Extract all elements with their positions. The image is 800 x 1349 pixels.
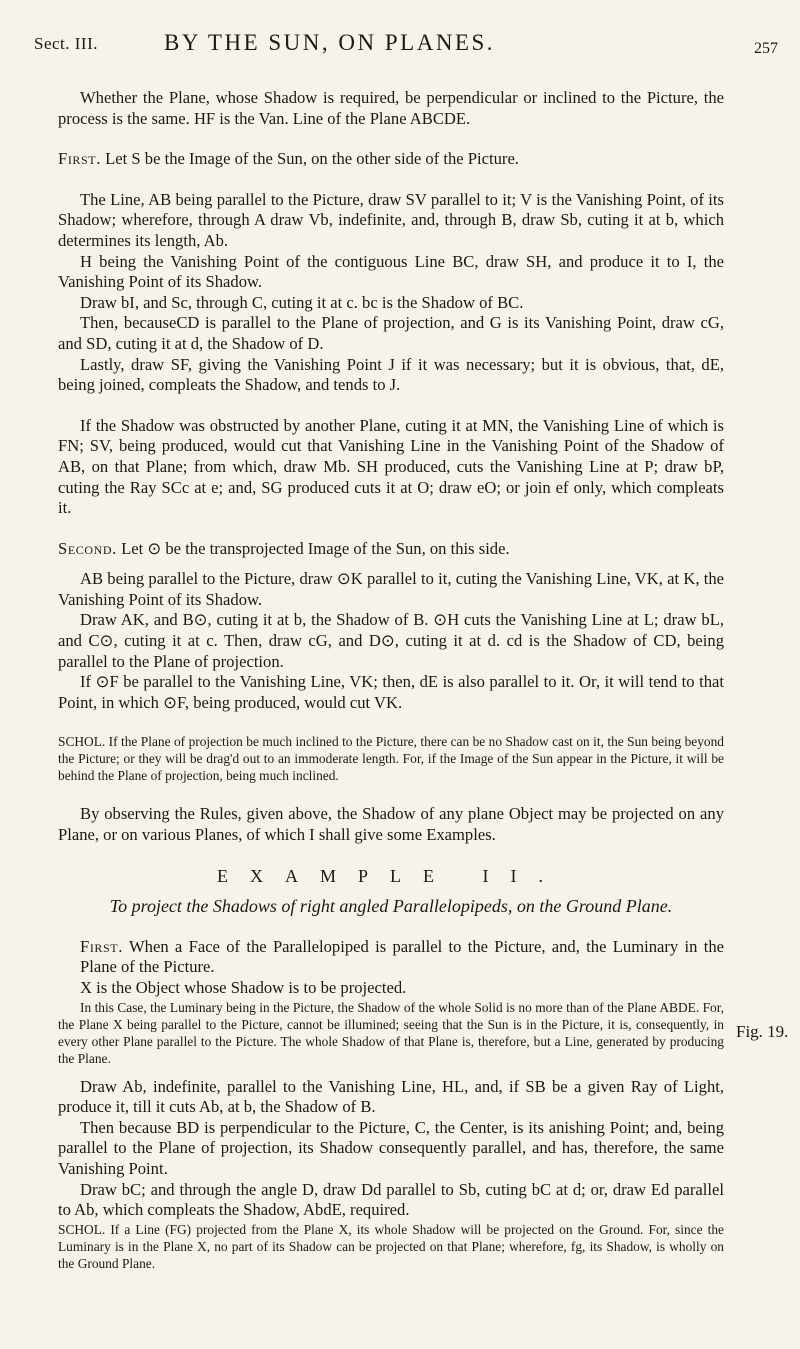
first-case-label: First. xyxy=(80,936,123,956)
paragraph-10: By observing the Rules, given above, the Shadow of any plane Object may be projected on any Plane, or on various Planes, of which I shall give some Examples. xyxy=(58,804,724,845)
paragraph-12: Draw Ab, indefinite, parallel to the Vanishing Line, HL, and, if SB be a given Ray of Light, produce it, till it cuts Ab, at b, the Shadow of B. xyxy=(58,1076,724,1117)
page-body xyxy=(58,88,724,1272)
paragraph-11: X is the Object whose Shadow is to be projected. xyxy=(80,978,407,997)
paragraph-8: Draw AK, and B⊙, cuting it at b, the Shadow of B. ⊙H cuts the Vanishing Line at L; draw bL, and C⊙, cuting it at c. Then, draw cG, and D⊙, cuting it at d. cd is the Shadow of CD, being parallel to the Plane of projection. xyxy=(58,610,724,671)
intro-paragraph: Whether the Plane, whose Shadow is required, be perpendicular or inclined to the Picture, the process is the same. HF is the Van. Line of the Plane ABCDE. xyxy=(58,88,724,128)
first-text: Let S be the Image of the Sun, on the other side of the Picture. xyxy=(105,149,519,169)
section-marker: Sect. III. xyxy=(34,34,99,53)
paragraph-7: AB being parallel to the Picture, draw ⊙K parallel to it, cuting the Vanishing Line, VK, at K, the Vanishing Point of its Shadow. xyxy=(58,569,724,609)
first-case-paragraph xyxy=(58,937,724,978)
paragraph-14: Draw bC; and through the angle D, draw Dd parallel to Sb, cuting bC at d; or, draw Ed parallel to Ab, which compleats the Shadow, AbdE, required. xyxy=(58,1179,724,1220)
paragraph-2: H being the Vanishing Point of the contiguous Line BC, draw SH, and produce it to I, the Vanishing Point of its Shadow. xyxy=(58,251,724,292)
first-label: First. xyxy=(58,149,101,169)
example-subtitle: To project the Shadows of right angled Parallelopipeds, on the Ground Plane. xyxy=(109,896,673,917)
paragraph-5: Lastly, draw SF, giving the Vanishing Point J if it was necessary; but it is obvious, that, dE, being joined, compleats the Shadow, and tends to J. xyxy=(58,354,724,395)
scholium-2: SCHOL. If a Line (FG) projected from the Plane X, its whole Shadow will be projected on the Ground. For, since the Luminary is in the Plane X, no part of its Shadow can be projected on that Plane; wherefore, fg, its Shadow, is wholly on the Ground Plane. xyxy=(58,1221,724,1271)
paragraph-3: Draw bI, and Sc, through C, cuting it at c. bc is the Shadow of BC. xyxy=(80,292,524,312)
paragraph-9: If ⊙F be parallel to the Vanishing Line, VK; then, dE is also parallel to it. Or, it will tend to that Point, in which ⊙F, being produced, would cut VK. xyxy=(58,672,724,712)
figure-label: Fig. 19. xyxy=(736,1022,789,1041)
paragraph-1: The Line, AB being parallel to the Picture, draw SV parallel to it; V is the Vanishing Point, of its Shadow; wherefore, through A draw Vb, indefinite, and, through B, draw Sb, cuting it at b, which determines its length, Ab. xyxy=(58,189,724,250)
paragraph-4: Then, becauseCD is parallel to the Plane of projection, and G is its Vanishing Point, draw cG, and SD, cuting it at d, the Shadow of D. xyxy=(58,313,724,353)
example-title: EXAMPLE II. xyxy=(217,865,565,886)
first-case-text: When a Face of the Parallelopiped is parallel to the Picture, and, the Luminary in the Plane of the Picture. xyxy=(80,936,724,977)
second-text: Let ⊙ be the transprojected Image of the Sun, on this side. xyxy=(121,538,510,558)
scholium-1: SCHOL. If the Plane of projection be much inclined to the Picture, there can be no Shadow cast on it, the Sun being beyond the Picture; or they will be drag'd out to an immoderate length. For, if the Image of the Sun appear in the Picture, it will be behind the Plane of projection, being much inclined. xyxy=(58,734,724,784)
second-paragraph xyxy=(58,539,724,560)
first-paragraph xyxy=(58,149,724,170)
paragraph-6: If the Shadow was obstructed by another Plane, cuting it at MN, the Vanishing Line of which is FN; SV, being produced, would cut that Vanishing Line in the Vanishing Point of the Shadow of AB, on that Plane; from which, draw Mb. SH produced, cuts the Vanishing Line at P; draw bP, cuting the Ray SCc at e; and, SG produced cuts it at O; draw eO; or join ef only, which compleats it. xyxy=(58,415,724,518)
case-note: In this Case, the Luminary being in the Picture, the Shadow of the whole Solid is no more than of the Plane ABDE. For, the Plane X being parallel to the Picture, cannot be illumined; seeing that the Sun is in the Picture, it is, consequently, in every other Plane parallel to the Picture. The whole Shadow of that Plane is, therefore, but a Line, generated by producing the Plane. xyxy=(58,999,724,1066)
running-header xyxy=(34,30,778,70)
paragraph-13: Then because BD is perpendicular to the Picture, C, the Center, is its anishing Point; and, being parallel to the Plane of projection, its Shadow consequently parallel, and has, therefore, the same Vanishing Point. xyxy=(58,1117,724,1178)
page-number: 257 xyxy=(754,40,778,57)
second-label: Second. xyxy=(58,538,117,558)
running-title: BY THE SUN, ON PLANES. xyxy=(164,30,496,55)
